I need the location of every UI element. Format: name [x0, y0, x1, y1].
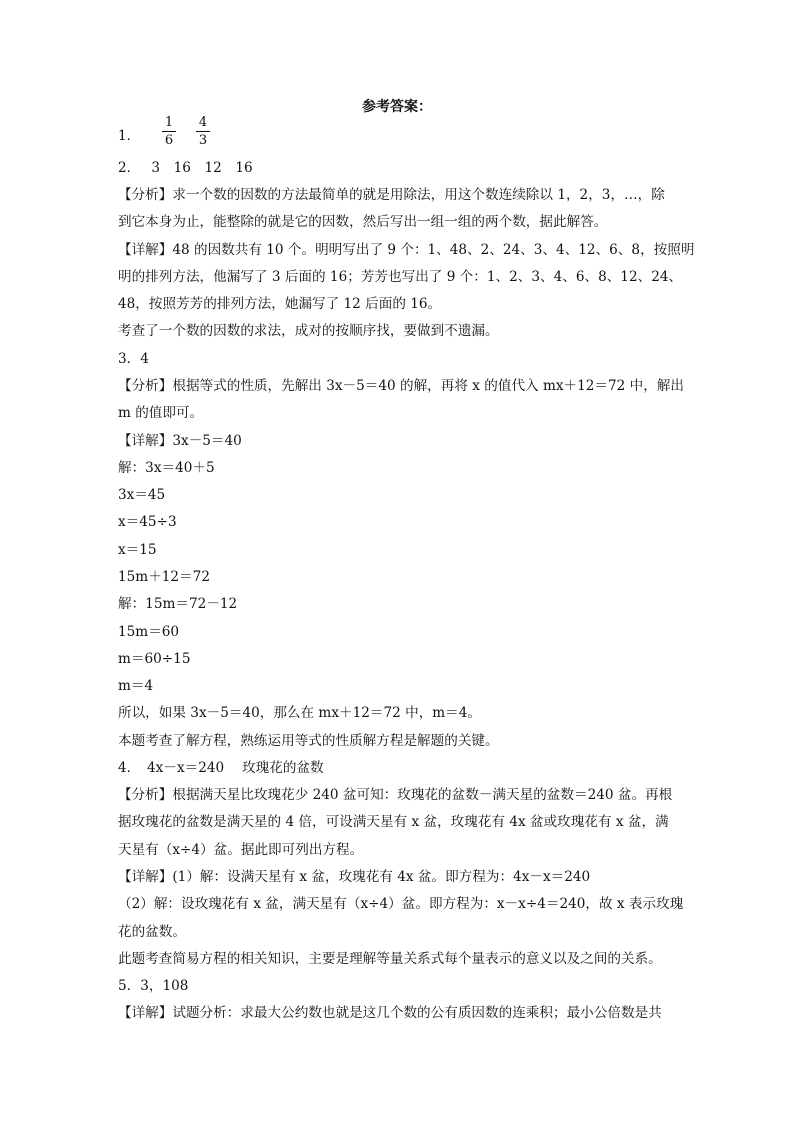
- text-line-q2c: 【详解】48 的因数共有 10 个。明明写出了 9 个：1、48、2、24、3、4、12、6、8，按照明: [118, 242, 695, 258]
- text-line-q3m: 所以，如果 3x－5＝40，那么在 mx＋12＝72 中，m＝4。: [118, 705, 482, 721]
- text-line-q3a: 【分析】根据等式的性质，先解出 3x－5＝40 的解，再将 x 的值代入 mx＋12＝72 中，解出: [118, 378, 685, 394]
- q1-fraction-2: [196, 115, 210, 148]
- text-line-q3n: 本题考查了解方程，熟练运用等式的性质解方程是解题的关键。: [118, 733, 499, 749]
- fraction-bar: [196, 131, 210, 132]
- text-line-q3f: x＝45÷3: [118, 514, 177, 530]
- text-line-q3: 3．4: [118, 351, 149, 367]
- text-line-q3d: 解：3x＝40＋5: [118, 460, 215, 476]
- text-line-q3i: 解：15m＝72－12: [118, 596, 238, 612]
- text-line-q4d: 【详解】(1）解：设满天星有 x 盆，玫瑰花有 4x 盆。即方程为：4x－x＝240: [118, 869, 591, 885]
- text-line-q4c: 天星有（x÷4）盆。据此即可列出方程。: [118, 842, 364, 858]
- text-line-q3b: m 的值即可。: [118, 405, 204, 421]
- text-line-q4f: 花的盆数。: [118, 924, 186, 940]
- q1-label: 1．: [118, 128, 141, 144]
- text-line-q3g: x＝15: [118, 542, 157, 558]
- text-line-q2: 2． 3 16 12 16: [118, 160, 253, 176]
- fraction-numerator: 4: [198, 115, 208, 130]
- text-line-q2f: 考查了一个数的因数的求法，成对的按顺序找，要做到不遗漏。: [118, 323, 499, 339]
- text-line-q3l: m＝4: [118, 678, 154, 694]
- text-line-q4e: （2）解：设玫瑰花有 x 盆，满天星有（x÷4）盆。即方程为：x－x÷4＝240，故 x 表示玫瑰: [118, 896, 684, 912]
- text-line-q3c: 【详解】3x－5＝40: [118, 433, 242, 449]
- text-line-q5: 5．3，108: [118, 978, 189, 994]
- answer-key-title: 参考答案：: [362, 99, 432, 115]
- text-line-q4g: 此题考查简易方程的相关知识，主要是理解等量关系式每个量表示的意义以及之间的关系。: [118, 951, 662, 967]
- text-line-q2b: 到它本身为止，能整除的就是它的因数，然后写出一组一组的两个数，据此解答。: [118, 214, 608, 230]
- text-line-q5a: 【详解】试题分析：求最大公约数也就是这几个数的公有质因数的连乘积；最小公倍数是共: [118, 1005, 662, 1021]
- text-line-q3k: m＝60÷15: [118, 651, 191, 667]
- text-line-q3e: 3x＝45: [118, 487, 166, 503]
- text-line-q4: 4． 4x－x＝240 玫瑰花的盆数: [118, 760, 324, 776]
- text-line-q3h: 15m＋12＝72: [118, 569, 210, 585]
- text-line-q2d: 明的排列方法，他漏写了 3 后面的 16；芳芳也写出了 9 个：1、2、3、4、6、8、12、24、: [118, 269, 683, 285]
- text-line-q2e: 48，按照芳芳的排列方法，她漏写了 12 后面的 16。: [118, 296, 442, 312]
- q1-fraction-1: [162, 115, 176, 148]
- text-line-q3j: 15m＝60: [118, 624, 180, 640]
- fraction-bar: [162, 131, 176, 132]
- text-line-q2a: 【分析】求一个数的因数的方法最简单的就是用除法，用这个数连续除以 1，2，3，…，除: [118, 187, 665, 203]
- text-line-q4b: 据玫瑰花的盆数是满天星的 4 倍，可设满天星有 x 盆，玫瑰花有 4x 盆或玫瑰花有 x 盆，满: [118, 814, 669, 830]
- fraction-numerator: 1: [164, 115, 174, 130]
- fraction-denominator: 6: [164, 133, 174, 148]
- fraction-denominator: 3: [198, 133, 208, 148]
- text-line-q4a: 【分析】根据满天星比玫瑰花少 240 盆可知：玫瑰花的盆数－满天星的盆数＝240 盆。再根: [118, 787, 673, 803]
